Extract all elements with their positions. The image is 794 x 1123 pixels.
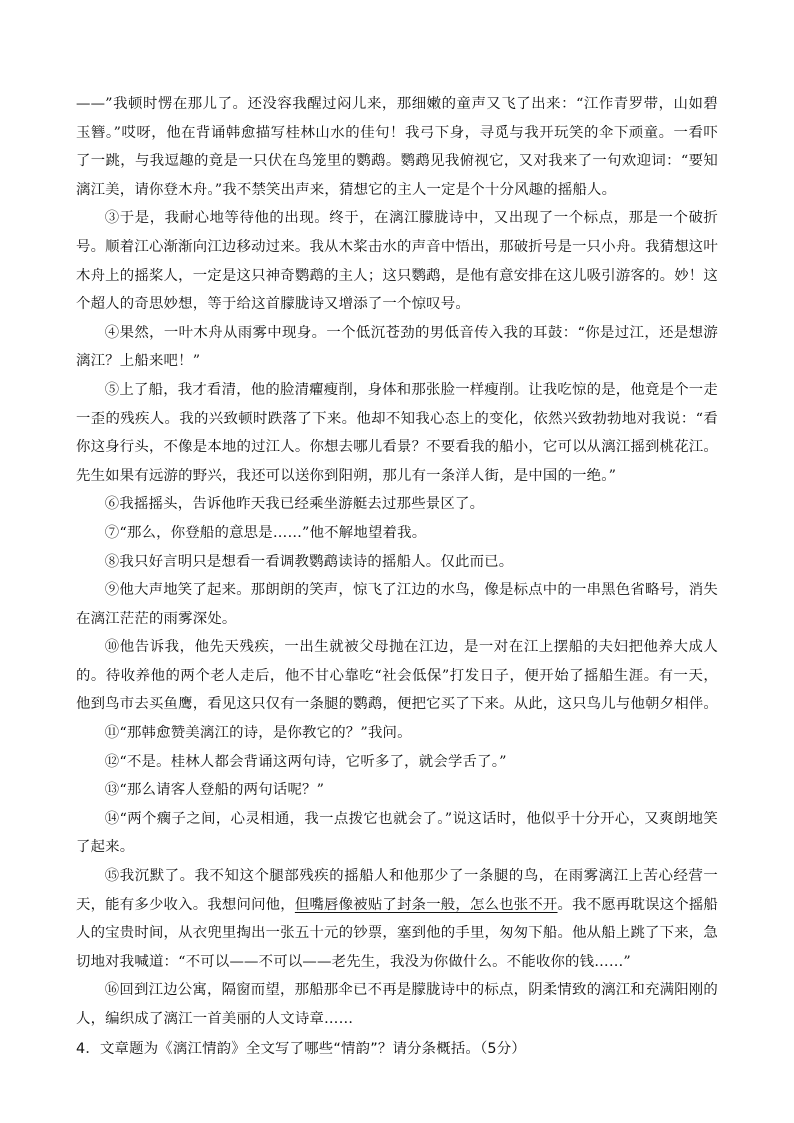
question-4: 4．文章题为《漓江情韵》全文写了哪些“情韵”？请分条概括。（5分） <box>76 1040 526 1057</box>
paragraph-15-start: ⑮我沉默了。我不知这个腿部残疾的摇船人和他那少了一条腿的鸟，在雨雾漓江上苦心经营一天，能有多少收入。我想问问他， <box>76 868 718 913</box>
paragraph-8: ⑧我只好言明只是想看一看调教鹦鹉读诗的摇船人。仅此而已。 <box>104 553 514 570</box>
paragraph-6: ⑥我摇摇头，告诉他昨天我已经乘坐游艇去过那些景区了。 <box>104 496 485 513</box>
paragraph-15 <box>76 862 718 976</box>
paragraph-10: ⑩他告诉我，他先天残疾，一出生就被父母抛在江边，是一对在江上摆船的夫妇把他养大成人的。待收养他的两个老人走后，他不甘心靠吃“社会低保”打发日子，便开始了摇船生涯。有一天，他到鸟市去买鱼鹰，看见这只仅有一条腿的鹦鹉，便把它买了下来。从此，这只鸟儿与他朝夕相伴。 <box>76 639 718 713</box>
paragraph-9: ⑨他大声地笑了起来。那朗朗的笑声，惊飞了江边的水鸟，像是标点中的一串黑色省略号，消失在漓江茫茫的雨雾深处。 <box>76 582 718 627</box>
paragraph-15-end: 。我不愿再耽误这个摇船人的宝贵时间，从衣兜里掏出一张五十元的钞票，塞到他的手里，匆匆下船。他从船上跳了下来，急切地对我喊道：“不可以——不可以——老先生，我没为你做什么。不能收你的钱……” <box>76 896 719 970</box>
paragraph-16: ⑯回到江边公寓，隔窗而望，那船那伞已不再是朦胧诗中的标点，阴柔情致的漓江和充满阳刚的人，编织成了漓江一首美丽的人文诗章…… <box>76 982 718 1027</box>
paragraph-3: ③于是，我耐心地等待他的出现。终于，在漓江朦胧诗中，又出现了一个标点，那是一个破折号。顺着江心渐渐向江边移动过来。我从木桨击水的声音中悟出，那破折号是一只小舟。我猜想这叶木舟上的摇桨人，一定是这只神奇鹦鹉的主人；这只鹦鹉，是他有意安排在这儿吸引游客的。妙！这个超人的奇思妙想，等于给这首朦胧诗又增添了一个惊叹号。 <box>76 210 718 313</box>
paragraph-12: ⑫“不是。桂林人都会背诵这两句诗，它听多了，就会学舌了。” <box>104 753 507 770</box>
paragraph-14: ⑭“两个瘸子之间，心灵相通，我一点拨它也就会了。”说这话时，他似乎十分开心，又爽朗地笑了起来。 <box>76 810 718 856</box>
paragraph-5: ⑤上了船，我才看清，他的脸清癯瘦削，身体和那张脸一样瘦削。让我吃惊的是，他竟是个一走一歪的残疾人。我的兴致顿时跌落了下来。他却不知我心态上的变化，依然兴致勃勃地对我说：“看你这身行头，不像是本地的过江人。你想去哪儿看景？不要看我的船小，它可以从漓江摇到桃花江。先生如果有远游的野兴，我还可以送你到阳朔，那儿有一条洋人街，是中国的一绝。” <box>76 381 718 484</box>
passage-body <box>76 90 718 1062</box>
underlined-sentence: 但嘴唇像被贴了封条一般，怎么也张不开 <box>294 896 558 913</box>
paragraph-13: ⑬“那么请客人登船的两句话呢？” <box>104 782 325 799</box>
paragraph-4: ④果然，一叶木舟从雨雾中现身。一个低沉苍劲的男低音传入我的耳鼓：“你是过江，还是想游漓江？上船来吧！” <box>76 324 718 370</box>
paragraph-continued: ——”我顿时愣在那儿了。还没容我醒过闷儿来，那细嫩的童声又飞了出来：“江作青罗带，山如碧玉簪。”哎呀，他在背诵韩愈描写桂林山水的佳句！我弓下身，寻觅与我开玩笑的伞下顽童。一看吓了一跳，与我逗趣的竟是一只伏在鸟笼里的鹦鹉。鹦鹉见我俯视它，又对我来了一句欢迎词：“要知漓江美，请你登木舟。”我不禁笑出声来，猜想它的主人一定是个十分风趣的摇船人。 <box>76 96 718 198</box>
paragraph-7: ⑦“那么，你登船的意思是……”他不解地望着我。 <box>104 524 427 541</box>
paragraph-11: ⑪“那韩愈赞美漓江的诗，是你教它的？”我问。 <box>104 725 412 742</box>
